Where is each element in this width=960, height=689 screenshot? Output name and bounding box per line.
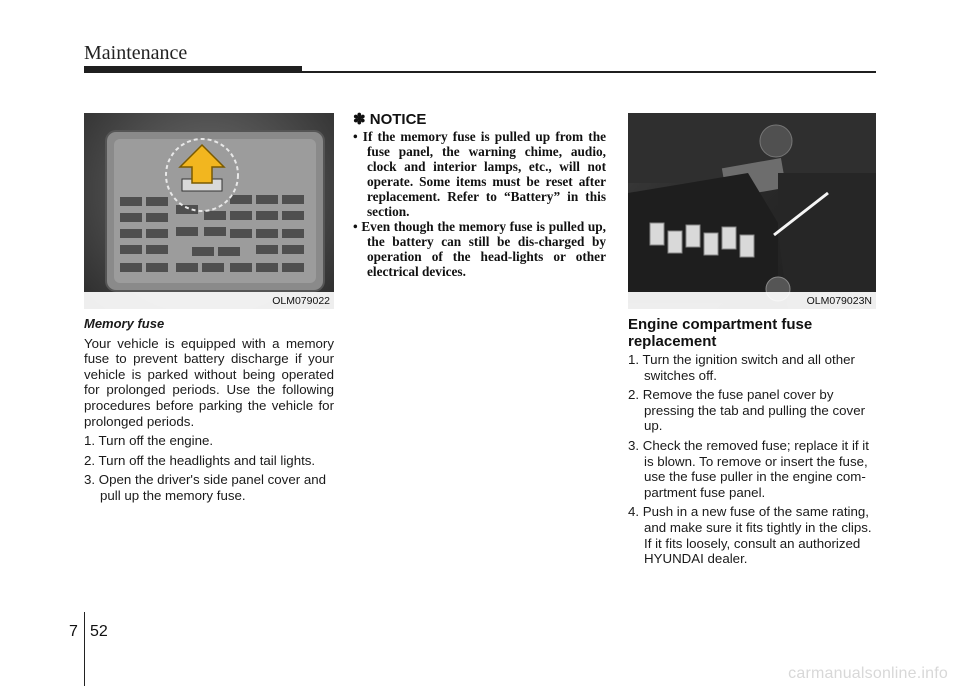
engine-compartment-photo — [628, 113, 876, 309]
engine-compartment-illustration — [628, 113, 876, 309]
footer-divider — [84, 612, 85, 686]
engine-fuse-section — [628, 352, 878, 571]
list-item: 2. Remove the fuse panel cover by pressing the tab and pulling the cover up. — [628, 387, 866, 434]
memory-fuse-intro: Your vehicle is equipped with a memory fuse to prevent battery discharge if your vehicle is parked without being operated for prolonged periods. Use the following procedures before parking the vehicle for prolonged periods. — [84, 335, 334, 429]
notice-item: • Even though the memory fuse is pulled up, the battery can still be dis-charged by operation of the head-lights or other electrical devices. — [353, 219, 606, 279]
list-item: 2. Turn off the headlights and tail lights. — [84, 452, 316, 468]
watermark: carmanualsonline.info — [788, 665, 948, 682]
list-item: 1. Turn the ignition switch and all other switches off. — [628, 352, 855, 383]
photo-code-right: OLM079023N — [806, 295, 872, 307]
notice-box — [353, 129, 606, 279]
engine-fuse-heading: Engine compartment fuse replacement — [628, 316, 813, 350]
list-item: 3. Open the driver's side panel cover and pull up the memory fuse. — [84, 472, 327, 503]
memory-fuse-steps — [84, 433, 334, 503]
chapter-number: 7 — [69, 623, 78, 640]
list-item: 1. Turn off the engine. — [84, 433, 214, 449]
fuse-panel-illustration — [84, 113, 334, 309]
header-rule-thick — [84, 66, 302, 73]
header-rule-thin — [302, 71, 876, 73]
engine-fuse-steps — [628, 352, 878, 567]
list-item: 4. Push in a new fuse of the same rating, and make sure it fits tightly in the clips. If it fits loosely, consult an authorized HYUNDAI dealer. — [628, 504, 872, 567]
memory-fuse-subheading: Memory fuse — [84, 316, 165, 331]
list-item: 3. Check the removed fuse; replace it if it is blown. To remove or insert the fuse, use the fuse puller in the engine com-partment fuse panel. — [628, 437, 869, 500]
page-number: 52 — [90, 623, 108, 640]
memory-fuse-section — [84, 316, 334, 508]
photo-code-left: OLM079022 — [272, 295, 330, 307]
notice-item: • If the memory fuse is pulled up from the fuse panel, the warning chime, audio, clock and interior lamps, etc., will not operate. Some items must be reset after replacement. Refer to “Battery” in this section. — [353, 129, 606, 219]
notice-title: ✽ NOTICE — [353, 111, 427, 128]
memory-fuse-panel-photo — [84, 113, 334, 309]
page-header-title: Maintenance — [84, 42, 188, 64]
